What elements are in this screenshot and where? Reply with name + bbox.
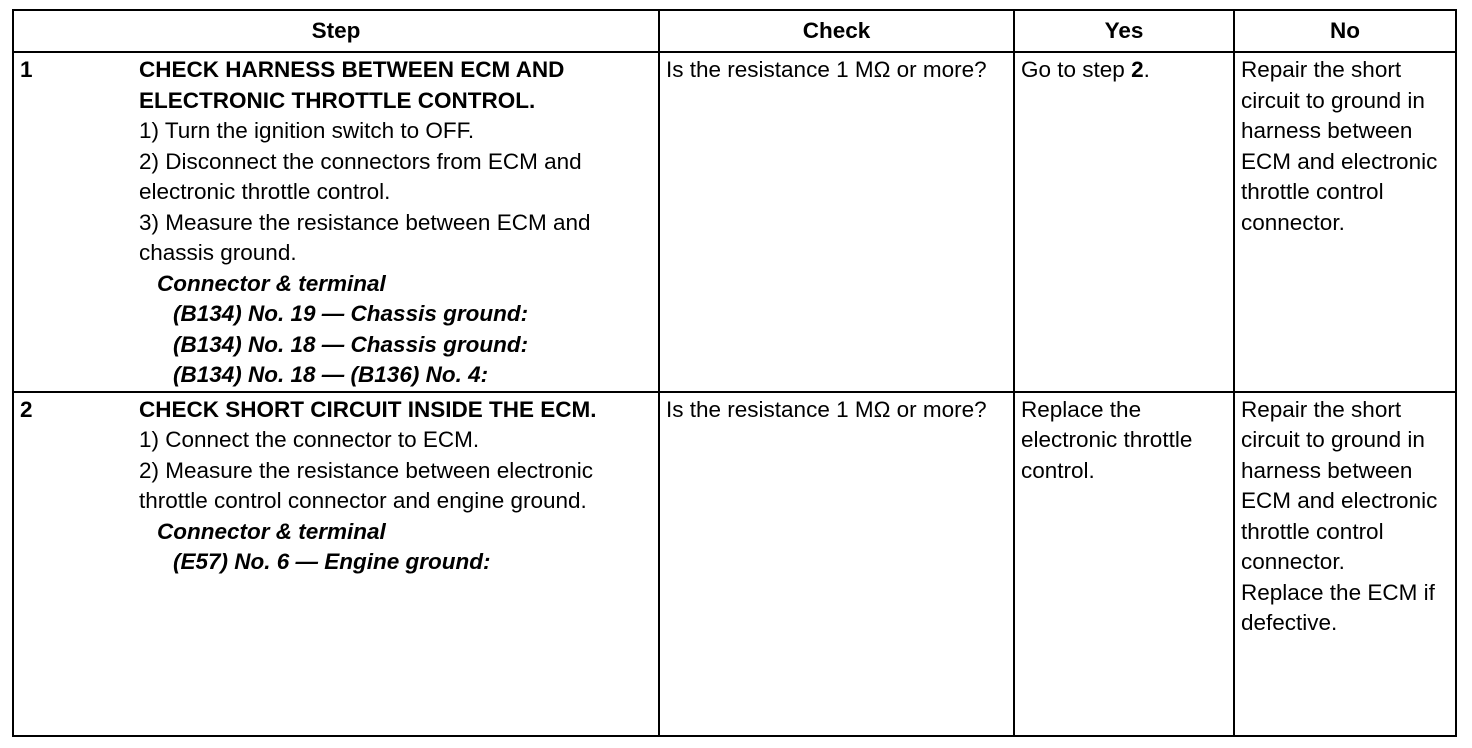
terminal-spec: (B134) No. 18 — (B136) No. 4: (173, 362, 489, 387)
header-check: Check (659, 10, 1014, 52)
terminal-spec: (E57) No. 6 — Engine ground: (173, 549, 491, 574)
instruction: 1) Connect the connector to ECM. (139, 427, 480, 452)
check-cell: Is the resistance 1 MΩ or more? (659, 52, 1014, 392)
connector-label: Connector & terminal (157, 518, 386, 544)
check-cell: Is the resistance 1 MΩ or more? (659, 392, 1014, 737)
terminal-spec: (B134) No. 19 — Chassis ground: (173, 301, 529, 326)
step-cell (13, 392, 659, 737)
instruction: 2) Measure the resistance between electronic throttle control connector and engine ground. (139, 457, 593, 513)
no-cell: Repair the short circuit to ground in harness between ECM and electronic throttle control connector. (1234, 52, 1456, 392)
step-cell (13, 52, 659, 392)
yes-cell: Replace the electronic throttle control. (1014, 392, 1234, 737)
step-number: 2 (20, 396, 33, 422)
instruction: 1) Turn the ignition switch to OFF. (139, 118, 475, 143)
step-number: 1 (20, 57, 33, 82)
header-yes: Yes (1014, 10, 1234, 52)
connector-label: Connector & terminal (157, 270, 386, 296)
header-step: Step (13, 10, 659, 52)
step-title: CHECK HARNESS BETWEEN ECM AND ELECTRONIC THROTTLE CONTROL. (139, 57, 565, 113)
table-row (13, 52, 1456, 392)
header-row (13, 10, 1456, 52)
instruction: 3) Measure the resistance between ECM and chassis ground. (139, 209, 591, 265)
no-text: Replace the ECM if defective. (1241, 579, 1435, 635)
terminal-spec: (B134) No. 18 — Chassis ground: (173, 331, 529, 357)
no-text: Repair the short circuit to ground in harness between ECM and electronic throttle control connector. (1241, 396, 1438, 574)
yes-cell (1014, 52, 1234, 392)
no-cell (1234, 392, 1456, 737)
yes-step-link: 2 (1131, 57, 1144, 82)
yes-text: Go to step (1021, 57, 1132, 82)
diagnostic-table (12, 9, 1457, 737)
header-no: No (1234, 10, 1456, 52)
instruction: 2) Disconnect the connectors from ECM and electronic throttle control. (139, 148, 582, 204)
table-row (13, 392, 1456, 737)
yes-suffix: . (1143, 57, 1150, 82)
step-title: CHECK SHORT CIRCUIT INSIDE THE ECM. (139, 396, 597, 422)
